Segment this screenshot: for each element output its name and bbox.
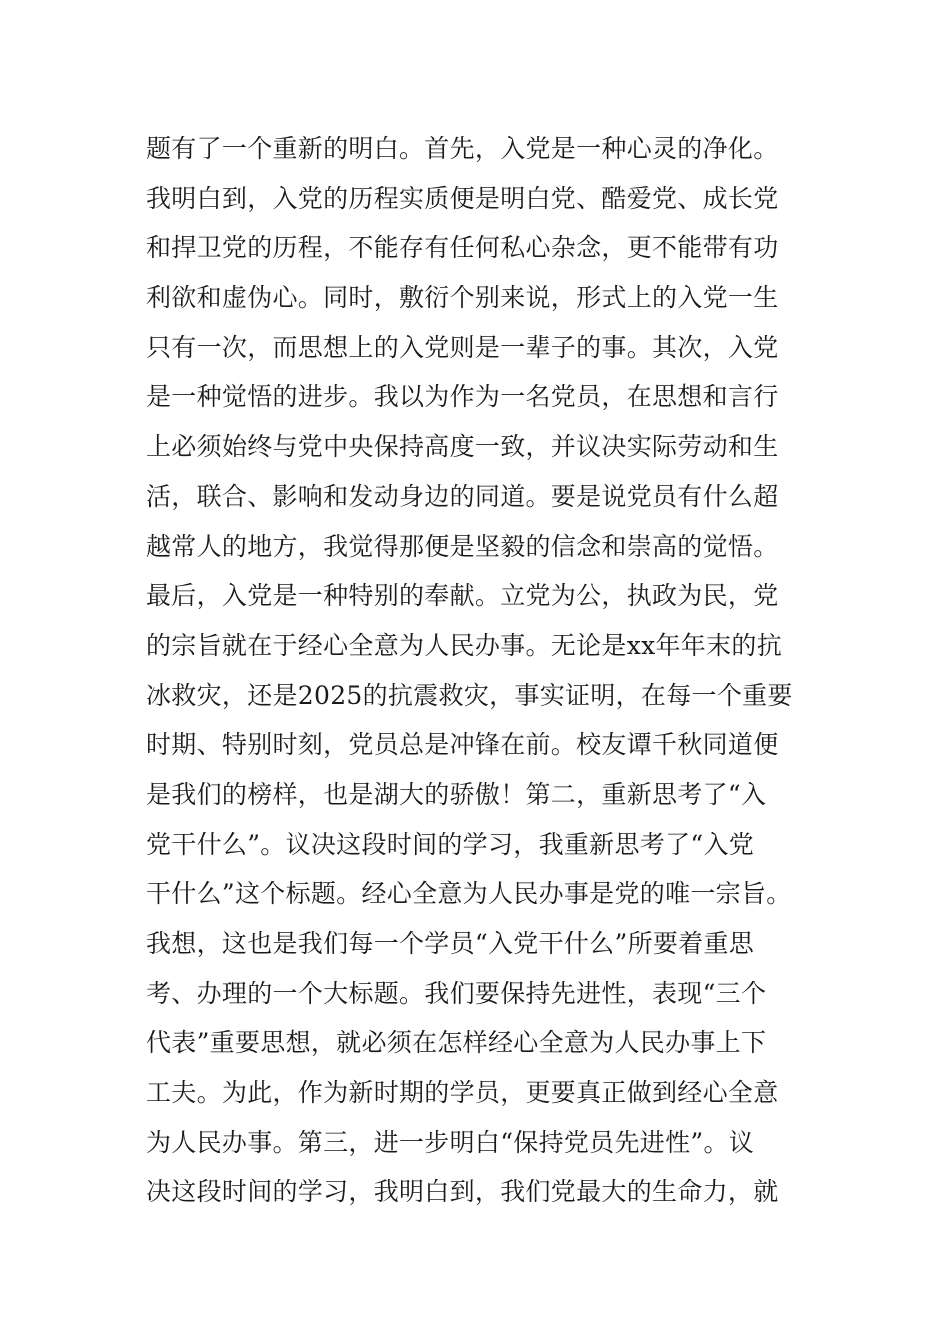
text-line: 考、办理的一个大标题。我们要保持先进性，表现“三个	[146, 978, 767, 1008]
text-line: 代表”重要思想，就必须在怎样经心全意为人民办事上下	[146, 1028, 767, 1058]
text-line: 干什么”这个标题。经心全意为人民办事是党的唯一宗旨。	[146, 879, 792, 909]
body-text	[146, 124, 826, 1217]
text-line: 最后，入党是一种特别的奉献。立党为公，执政为民，党	[146, 581, 779, 611]
text-line: 活，联合、影响和发动身边的同道。要是说党员有什么超	[146, 481, 779, 511]
text-line: 是我们的榜样，也是湖大的骄傲！第二，重新思考了“入	[146, 779, 767, 809]
text-line: 和捍卫党的历程，不能存有任何私心杂念，更不能带有功	[146, 233, 779, 263]
text-line: 党干什么”。议决这段时间的学习，我重新思考了“入党	[146, 829, 755, 859]
text-line: 上必须始终与党中央保持高度一致，并议决实际劳动和生	[146, 432, 779, 462]
text-line: 时期、特别时刻，党员总是冲锋在前。校友谭千秋同道便	[146, 730, 779, 760]
text-line: 只有一次，而思想上的入党则是一辈子的事。其次，入党	[146, 332, 779, 362]
text-line: 题有了一个重新的明白。首先，入党是一种心灵的净化。	[146, 134, 779, 163]
text-line: 是一种觉悟的进步。我以为作为一名党员，在思想和言行	[146, 382, 779, 412]
text-line: 我想，这也是我们每一个学员“入党干什么”所要着重思	[146, 929, 755, 958]
text-line: 决这段时间的学习，我明白到，我们党最大的生命力，就	[146, 1177, 779, 1207]
text-line: 为人民办事。第三，进一步明白“保持党员先进性”。议	[146, 1127, 755, 1157]
text-line: 利欲和虚伪心。同时，敷衍个别来说，形式上的入党一生	[146, 283, 779, 313]
text-line: 工夫。为此，作为新时期的学员，更要真正做到经心全意	[146, 1078, 779, 1108]
text-line: 我明白到，入党的历程实质便是明白党、酷爱党、成长党	[146, 183, 779, 213]
text-line: 冰救灾，还是2025的抗震救灾，事实证明，在每一个重要	[146, 680, 793, 710]
text-line: 的宗旨就在于经心全意为人民办事。无论是xx年年末的抗	[146, 630, 783, 660]
text-line: 越常人的地方，我觉得那便是坚毅的信念和崇高的觉悟。	[146, 531, 779, 561]
